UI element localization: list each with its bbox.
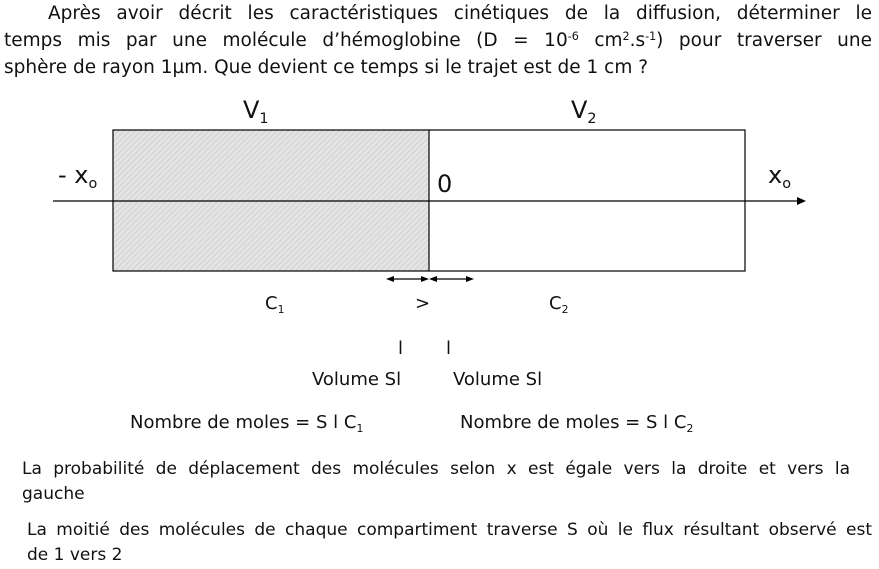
right-arrow-head-right xyxy=(466,276,474,282)
label-origin: 0 xyxy=(437,170,453,198)
label-moles-left: Nombre de moles = S l $C_1$ xyxy=(130,412,364,435)
label-v1: $V_1$ xyxy=(243,96,269,128)
label-l-left: l xyxy=(398,338,404,359)
problem-line-3: sphère de rayon 1µm. Que devient ce temps si le trajet est de 1 cm ? xyxy=(4,57,649,78)
right-arrow-head-left xyxy=(429,276,437,282)
label-v2: $V_2$ xyxy=(571,96,597,128)
problem-line-2: temps mis par une molécule d’hémoglobine ($D = 10^{-6}$ $cm^2.s^{-1}$) pour traverser une xyxy=(4,29,872,51)
conclusion-probability: La probabilité de déplacement des molécules selon x est égale vers la droite et vers la gauche xyxy=(22,459,850,504)
label-c1: $C_1$ xyxy=(265,293,285,316)
x-axis-arrowhead xyxy=(797,197,806,205)
left-arrow-head-right xyxy=(421,276,429,282)
left-arrow-head-left xyxy=(386,276,394,282)
label-x0: $x_o$ xyxy=(768,161,792,193)
problem-line-1: Après avoir décrit les caractéristiques cinétiques de la diffusion, déterminer le xyxy=(48,3,872,24)
label-l-right: l xyxy=(446,338,452,359)
label-greater-than: > xyxy=(415,293,431,314)
conclusion-flux: La moitié des molécules de chaque compartiment traverse S où le flux résultant observé est de 1 vers 2 xyxy=(27,520,872,565)
label-volume-left: Volume Sl xyxy=(312,369,402,390)
label-moles-right: Nombre de moles = S l $C_2$ xyxy=(460,412,694,435)
label-c2: $C_2$ xyxy=(549,293,569,316)
label-minus-x0: - $x_o$ xyxy=(58,161,98,193)
label-volume-right: Volume Sl xyxy=(453,369,543,390)
